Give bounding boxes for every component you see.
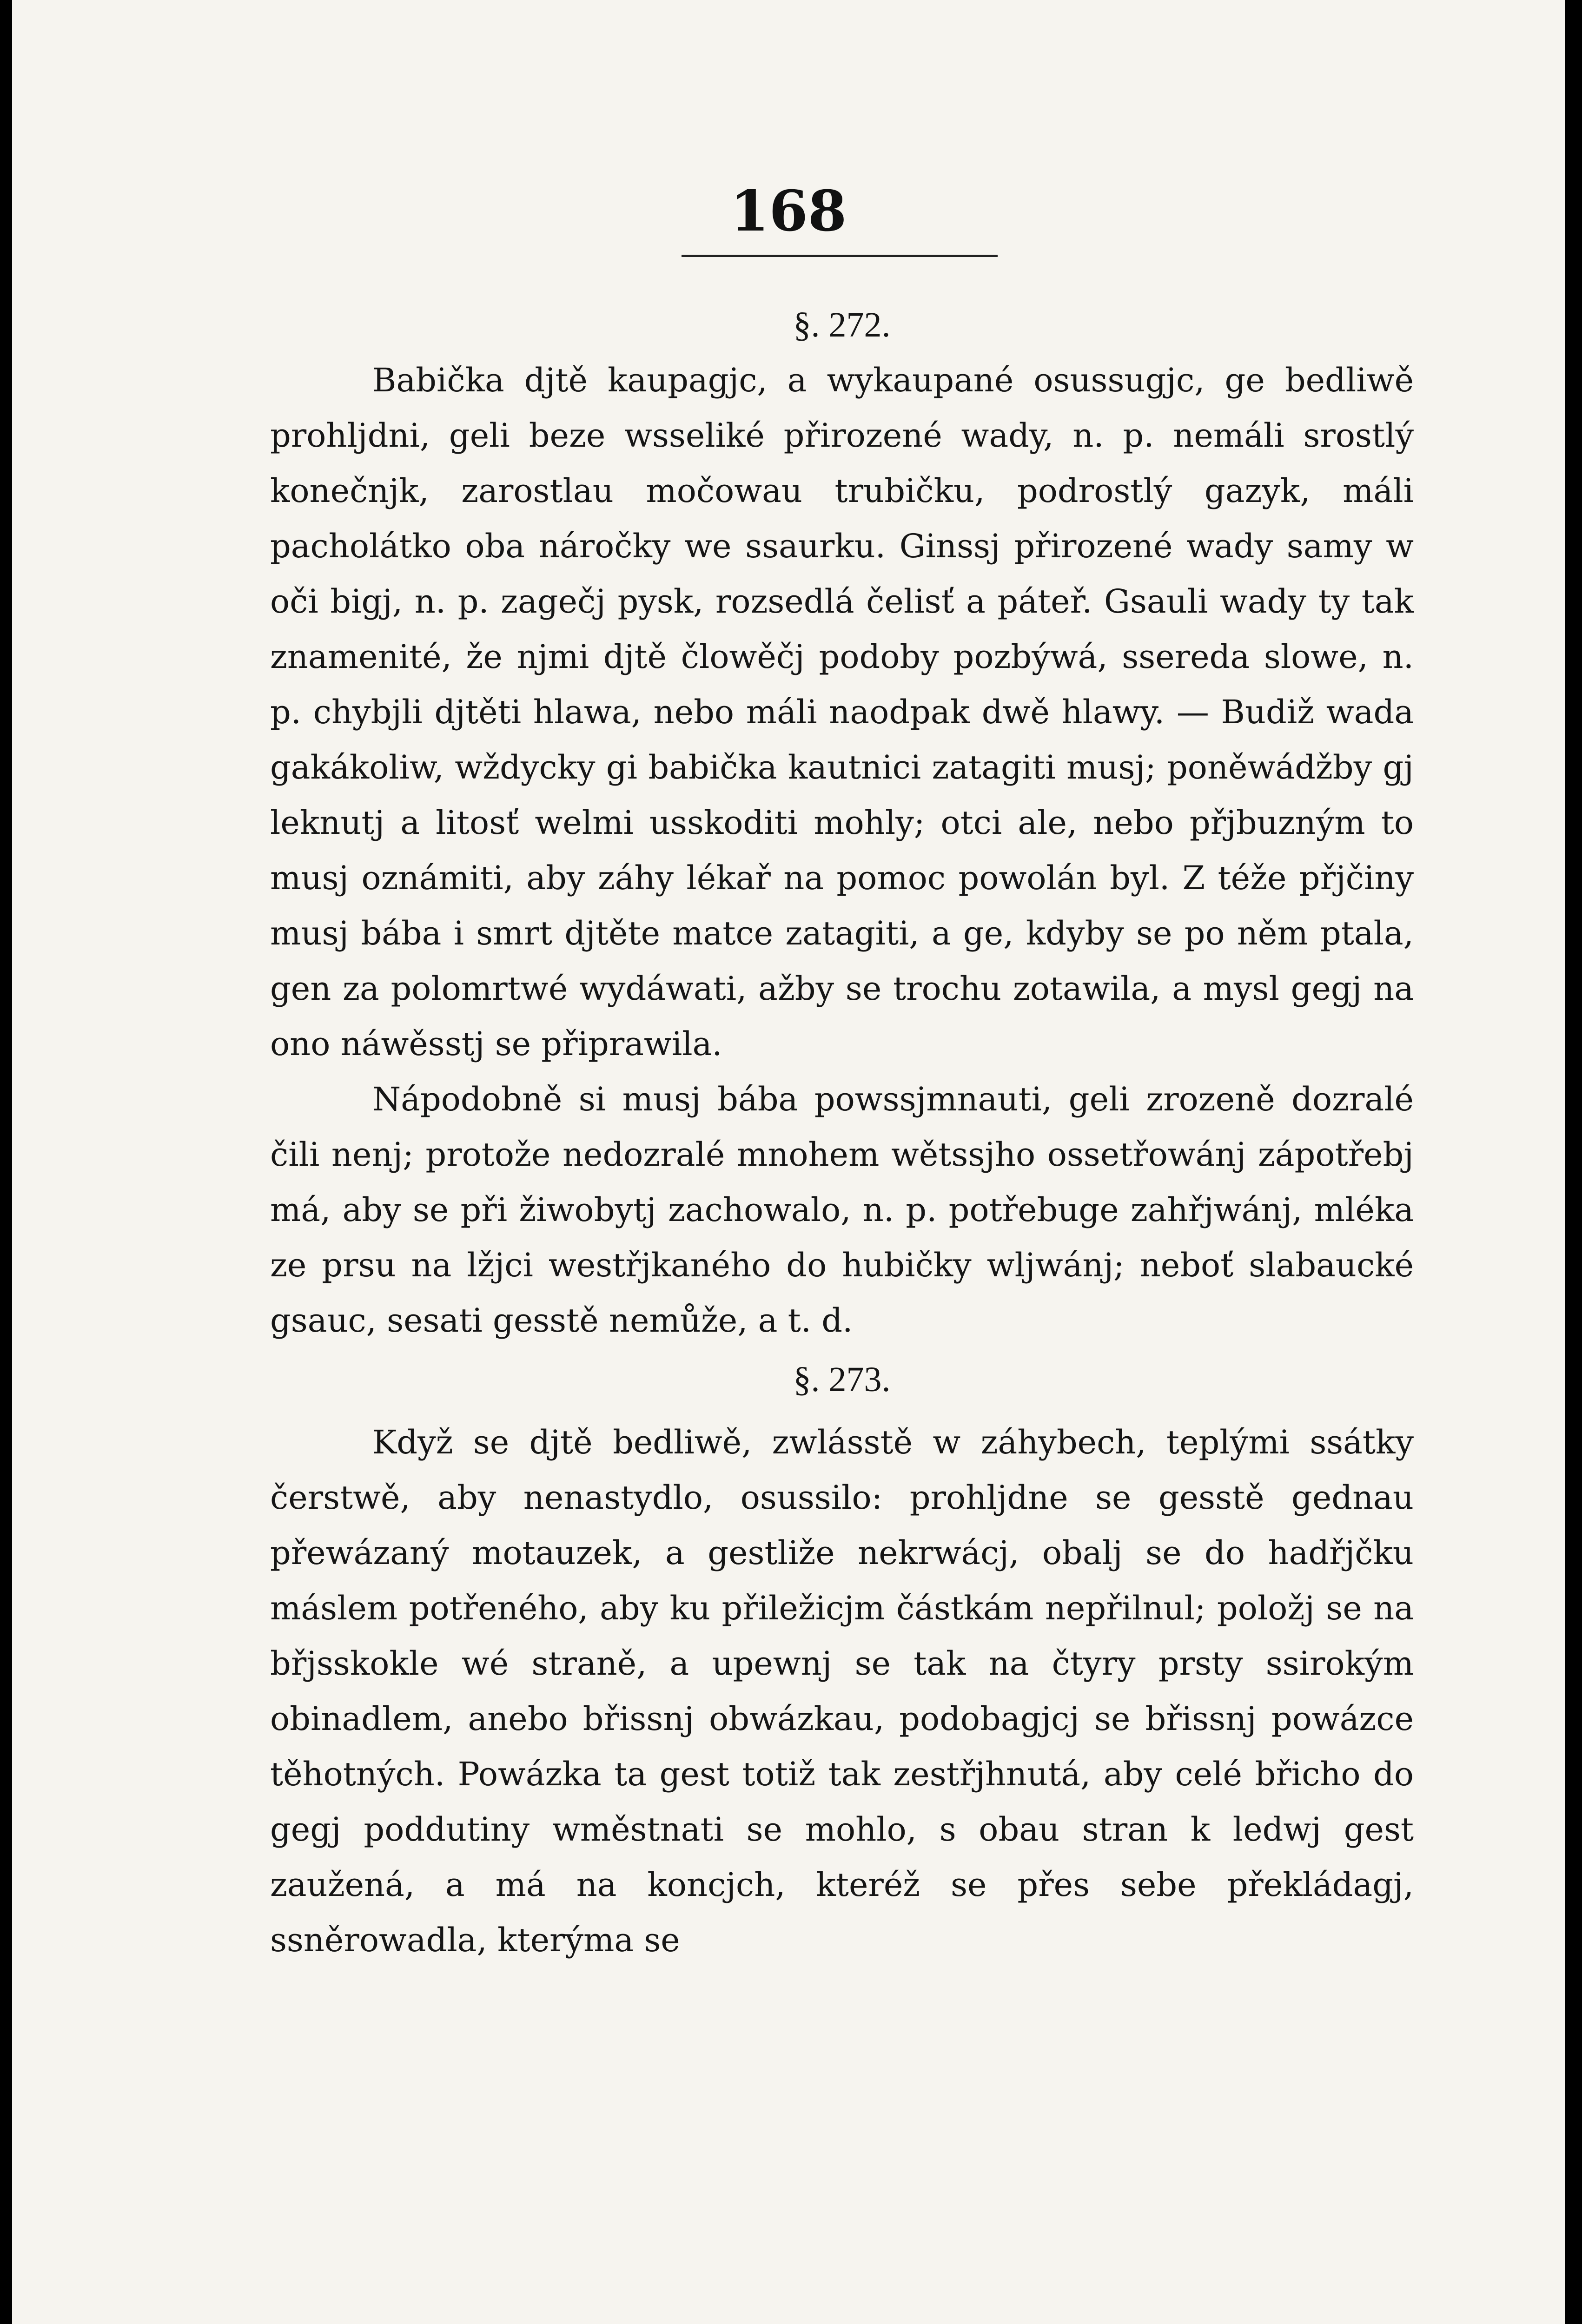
paragraph-272-1: Babička djtě kaupagjc, a wykaupané osussugjc, ge bedliwě prohljdni, geli beze wsseliké přirozené wady, n. p. nemáli srostlý konečnjk, zarostlau močowau trubičku, podrostlý gazyk, máli pacholátko oba náročky we ssaurku. Ginssj přirozené wady samy w oči bigj, n. p. zagečj pysk, rozsedlá čelisť a páteř. Gsauli wady ty tak znamenité, že njmi djtě člowěčj podoby pozbýwá, ssereda slowe, n. p. chybjli djtěti hlawa, nebo máli naodpak dwě hlawy. — Budiž wada gakákoliw, wždycky gi babička kautnici zatagiti musj; poněwádžby gj leknutj a litosť welmi usskoditi mohly; otci ale, nebo přjbuzným to musj oznámiti, aby záhy lékař na pomoc powolán byl. Z téže přjčiny musj bába i smrt djtěte matce zatagiti, a ge, kdyby se po něm ptala, gen za polomrtwé wydáwati, ažby se trochu zotawila, a mysl gegj na ono náwěsstj se připrawila. [270, 361, 1414, 1063]
paragraph-273-1: Když se djtě bedliwě, zwlásstě w záhybech, teplými ssátky čerstwě, aby nenastydlo, osussilo: prohljdne se gesstě gednau přewázaný motauzek, a gestliže nekrwácj, obalj se do hadřjčku máslem potřeného, aby ku přiležicjm částkám nepřilnul; položj se na břjsskokle wé straně, a upewnj se tak na čtyry prsty ssirokým obinadlem, anebo břissnj obwázkau, podobagjcj se břissnj powázce těhotných. Powázka ta gest totiž tak zestřjhnutá, aby celé břicho do gegj poddutiny wměstnati se mohlo, s obau stran k ledwj gest zaužená, a má na koncjch, kteréž se přes sebe překládagj, ssněrowadla, kterýma se [270, 1423, 1414, 1959]
header-rule [682, 255, 998, 257]
section-heading-273: §. 273. [793, 1360, 891, 1399]
section-heading-272: §. 272. [793, 305, 891, 344]
page-number: 168 [730, 178, 847, 244]
paragraph-272-2: Nápodobně si musj bába powssjmnauti, geli zrozeně dozralé čili nenj; protože nedozralé mnohem wětssjho ossetřowánj zápotřebj má, aby se při žiwobytj zachowalo, n. p. potřebuge zahřjwánj, mléka ze prsu na lžjci westřjkaného do hubičky wljwánj; neboť slabaucké gsauc, sesati gesstě nemůže, a t. d. [270, 1080, 1414, 1340]
book-page [12, 0, 1565, 2324]
page-body [270, 297, 1414, 1968]
